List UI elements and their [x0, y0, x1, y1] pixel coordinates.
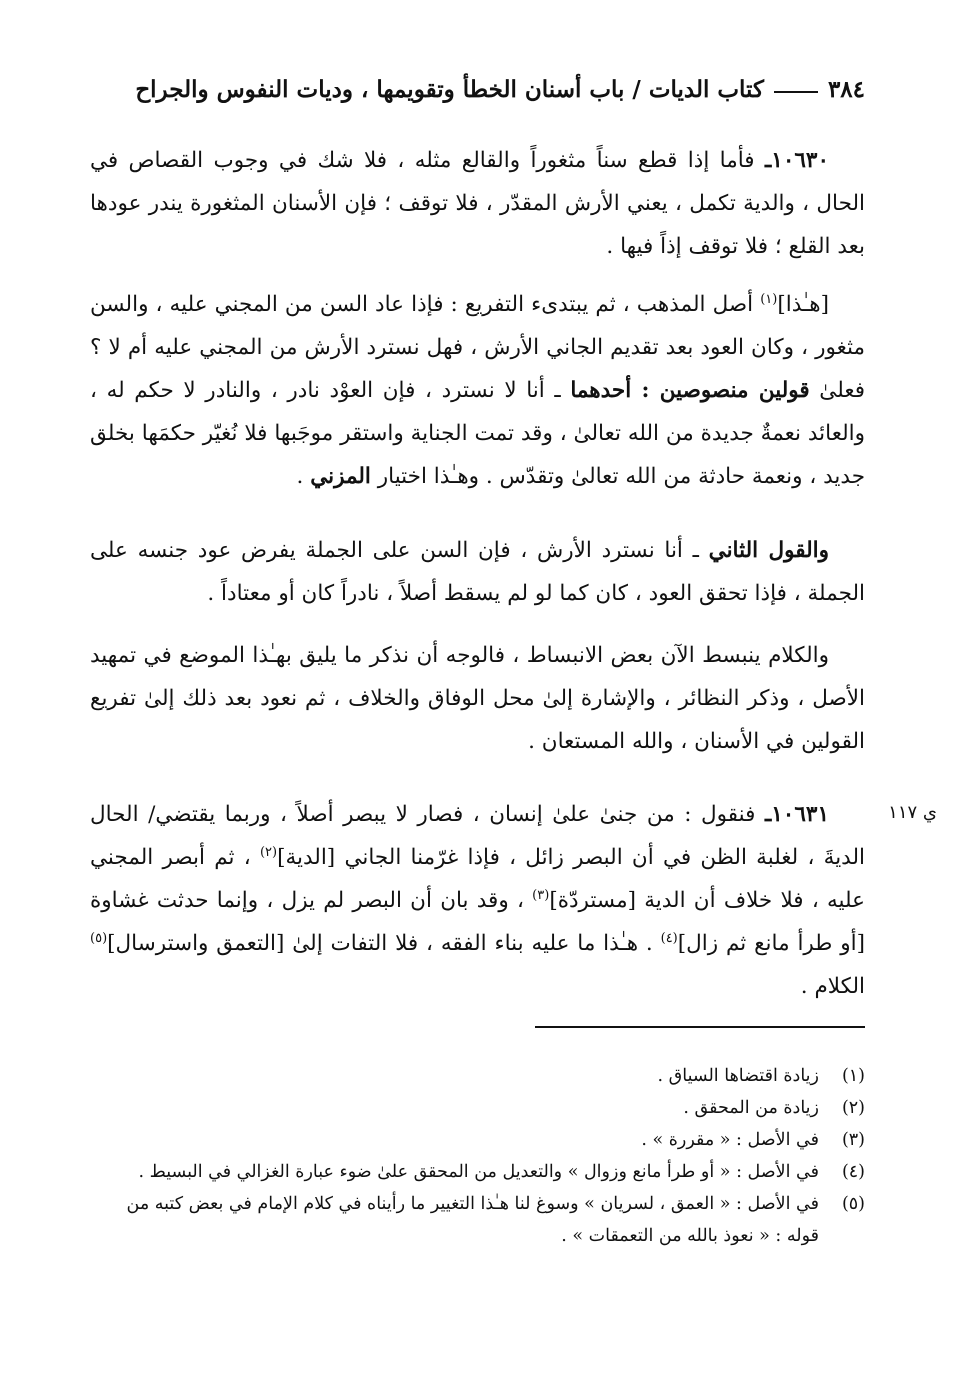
footnote-text: في الأصل : « أو طرأ مانع وزوال » والتعديل من المحقق علىٰ ضوء عبارة الغزالي في البسيط . [138, 1162, 819, 1182]
footnote-5 [90, 1188, 865, 1252]
bold-name: المزني [310, 464, 371, 489]
paragraph-text: ـ أنا نسترد الأرش ، فإن السن على الجملة يفرض عود جنسه على الجملة ، فإذا تحقق العود ، كان كما لو لم يسقط أصلاً ، نادراً كان أو معتاداً . [90, 538, 865, 606]
running-header [90, 76, 865, 103]
margin-folio-note: ي ١١٧ [888, 802, 937, 823]
main-text-block-3 [90, 529, 865, 615]
footnote-number: (٣) [841, 1130, 865, 1150]
footnote-ref-2: (٢) [259, 844, 278, 860]
paragraph-number: ١٠٦٣٠ـ [764, 148, 830, 173]
page-number: ٣٨٤ [827, 76, 865, 103]
footnote-number: (٢) [841, 1098, 865, 1118]
header-title: كتاب الديات / باب أسنان الخطأ وتقويمها ، وديات النفوس والجراح [135, 76, 764, 103]
paragraph-10630 [90, 139, 865, 268]
paragraph-origin [90, 283, 865, 498]
footnote-3 [90, 1124, 865, 1156]
footnote-divider [535, 1026, 865, 1028]
paragraph-text: . هـٰذا ما عليه بناء الفقه ، فلا التفات إلىٰ [التعمق واسترسال] [107, 931, 661, 956]
footnote-4 [90, 1156, 865, 1188]
paragraph-text: ـ أنا لا نسترد ، فإن العوْد نادر ، والنادر لا حكم له ، والعائد نعمةٌ جديدة من الله تعالىٰ ، وقد تمت الجناية واستقر موجَبها فلا نُغيّر حكمَها بخلق جديد ، ونعمة حادثة من الله تعالىٰ وتقدّس . وهـٰذا اختيار [90, 378, 865, 489]
footnote-number: (٤) [841, 1162, 865, 1182]
footnote-text: زيادة اقتضاها السياق . [657, 1066, 819, 1086]
paragraph-text: فأما إذا قطع سناً مثغوراً والقالع مثله ، فلا شك في وجوب القصاص في الحال ، والدية تكمل ، يعني الأرش المقدّر ، فلا توقف ؛ فإن الأسنان المثغورة يندر عودها بعد القلع ؛ فلا توقف إذاً فيها . [90, 148, 865, 259]
paragraph-text: أصل المذهب ، ثم يبتدىء التفريع : فإذا عاد السن من المجني عليه ، والسن مثغور ، وكان العود بعد تقديم الجاني الأرش ، فهل نسترد الأرش من المجني عليه أم لا ؟ فعلىٰ [90, 292, 865, 403]
main-text [90, 139, 865, 268]
header-dash [774, 91, 818, 93]
footnote-text: زيادة من المحقق . [683, 1098, 819, 1118]
paragraph-text: فنقول : من جنىٰ علىٰ إنسان ، فصار لا يبصر أصلاً ، وربما يقتضي/ الحال الديةَ ، لغلبة الظن في أن البصر زائل ، فإذا غرّمنا الجاني [الدية] [90, 802, 865, 870]
paragraph-text: الكلام . [800, 974, 865, 999]
main-text-block-4 [90, 634, 865, 763]
paragraph-text: ، وقد بان أن البصر لم يزل ، وإنما حدثت غشاوة [أو طرأ مانع ثم زال] [90, 888, 865, 956]
main-text-block-5 [90, 793, 865, 1008]
footnote-ref-1: (١) [760, 291, 778, 307]
paragraph-expansion [90, 634, 865, 763]
paragraph-text: . [296, 464, 311, 489]
paragraph-second-opinion [90, 529, 865, 615]
footnote-1 [90, 1060, 865, 1092]
bracket-insertion: [هـٰذا] [777, 292, 829, 317]
bold-phrase: قولين منصوصين : أحدهما [570, 378, 810, 403]
footnote-ref-5: (٥) [90, 930, 108, 946]
paragraph-text: والكلام ينبسط الآن بعض الانبساط ، فالوجه أن نذكر ما يليق بهـٰذا الموضع في تمهيد الأصل ، وذكر النظائر ، والإشارة إلىٰ محل الوفاق والخلاف ، ثم نعود بعد ذلك إلىٰ تفريع القولين في الأسنان ، والله المستعان . [90, 643, 865, 754]
bold-phrase: والقول الثاني [708, 538, 830, 563]
paragraph-10631 [90, 793, 865, 1008]
footnote-ref-3: (٣) [532, 887, 550, 903]
footnote-2 [90, 1092, 865, 1124]
paragraph-text: ، ثم أبصر المجني عليه ، فلا خلاف أن الدية [مستردّة] [90, 845, 865, 913]
main-text-block-2 [90, 283, 865, 498]
paragraph-number: ١٠٦٣١ـ [764, 802, 829, 827]
footnote-text: في الأصل : « العمق ، لسريان » وسوغ لنا هـٰذا التغيير ما رأيناه في كلام الإمام في بعض كتبه من قوله : « نعوذ بالله من التعمقات » . [126, 1194, 819, 1246]
footnote-number: (٥) [841, 1194, 865, 1214]
footnotes [90, 1060, 865, 1252]
footnote-number: (١) [841, 1066, 865, 1086]
footnote-ref-4: (٤) [660, 930, 678, 946]
footnote-text: في الأصل : « مقررة » . [641, 1130, 819, 1150]
